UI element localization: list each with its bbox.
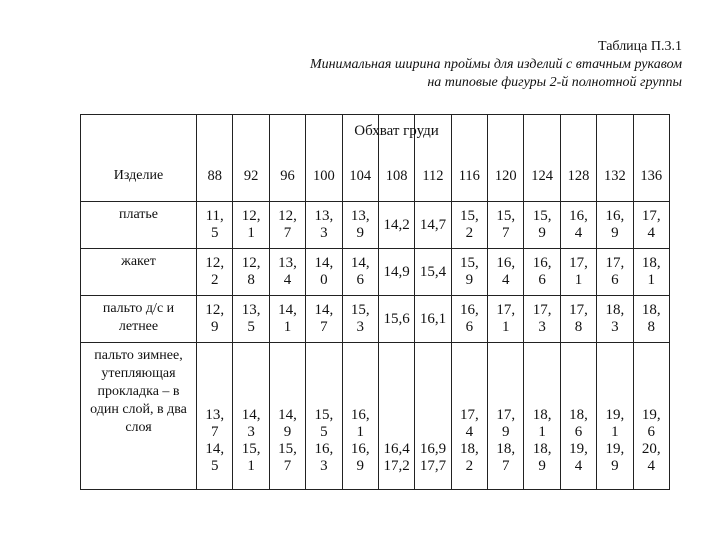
table-number: Таблица П.3.1 [598, 39, 682, 54]
size-header-112 [415, 115, 451, 202]
table-subtitle-line-2: на типовые фигуры 2-й полнотной группы [427, 75, 682, 90]
table-cell: 12, 8 [233, 249, 269, 296]
size-header-116 [451, 115, 487, 202]
table-cell: 19, 6 20, 4 [633, 343, 670, 490]
table-cell: 14, 3 15, 1 [233, 343, 269, 490]
size-value: 124 [531, 168, 553, 184]
item-column-header: Изделие [81, 115, 197, 202]
table-cell: 15, 2 [451, 202, 487, 249]
table-cell: 17, 1 [560, 249, 596, 296]
size-header-136 [633, 115, 670, 202]
table-cell: 15,4 [415, 249, 451, 296]
table-cell: 14, 0 [306, 249, 342, 296]
table-cell: 15, 5 16, 3 [306, 343, 342, 490]
table-cell: 14,7 [415, 202, 451, 249]
size-header-132 [597, 115, 633, 202]
table-cell: 18, 3 [597, 296, 633, 343]
table-cell: 12, 1 [233, 202, 269, 249]
table-cell: 16, 4 [488, 249, 524, 296]
table-row [81, 296, 670, 343]
table-cell: 17, 4 18, 2 [451, 343, 487, 490]
size-value: 128 [567, 168, 590, 184]
table-cell: 13, 3 [306, 202, 342, 249]
table-cell: 16,1 [415, 296, 451, 343]
table-cell: 13, 7 14, 5 [197, 343, 233, 490]
size-value: 132 [603, 168, 626, 184]
table-cell: 15, 7 [488, 202, 524, 249]
table-cell: 16,4 17,2 [378, 343, 414, 490]
table-cell: 15, 3 [342, 296, 378, 343]
size-value: 120 [494, 168, 517, 184]
armhole-width-table [80, 114, 670, 490]
size-value: 136 [640, 168, 663, 184]
table-cell: 17, 6 [597, 249, 633, 296]
size-header-128 [560, 115, 596, 202]
table-cell: 14, 6 [342, 249, 378, 296]
table-cell: 18, 1 [633, 249, 670, 296]
table-cell: 14, 1 [269, 296, 305, 343]
table-row [81, 343, 670, 490]
table-cell: 17, 1 [488, 296, 524, 343]
size-value: 96 [280, 168, 295, 184]
row-item-name: жакет [81, 249, 197, 296]
size-value: 100 [312, 168, 335, 184]
table-caption [310, 38, 682, 92]
table-cell: 16, 4 [560, 202, 596, 249]
table-cell: 15, 9 [524, 202, 560, 249]
row-item-name: пальто зимнее, утепляющая прокладка – в один слой, в два слоя [81, 343, 197, 490]
table-cell: 19, 1 19, 9 [597, 343, 633, 490]
size-header-120 [488, 115, 524, 202]
size-value: 88 [207, 168, 222, 184]
table-cell: 17, 9 18, 7 [488, 343, 524, 490]
table-cell: 14,2 [378, 202, 414, 249]
size-value: 116 [458, 168, 480, 184]
size-header-92 [233, 115, 269, 202]
table-subtitle-line-1: Минимальная ширина проймы для изделий с втачным рукавом [309, 57, 682, 72]
table-cell: 13, 5 [233, 296, 269, 343]
chest-girth-group-header: Обхват груди [354, 123, 439, 139]
size-value: 108 [385, 168, 408, 184]
table-cell: 15,6 [378, 296, 414, 343]
table-cell: 16, 6 [524, 249, 560, 296]
size-value: 92 [243, 168, 259, 184]
table-cell: 15, 9 [451, 249, 487, 296]
table-cell: 18, 1 18, 9 [524, 343, 560, 490]
table-cell: 17, 8 [560, 296, 596, 343]
table-cell: 13, 9 [342, 202, 378, 249]
table-cell: 14, 7 [306, 296, 342, 343]
table-row [81, 249, 670, 296]
table-cell: 16,9 17,7 [415, 343, 451, 490]
table-cell: 14, 9 15, 7 [269, 343, 305, 490]
table-cell: 16, 9 [597, 202, 633, 249]
table-cell: 18, 6 19, 4 [560, 343, 596, 490]
table-cell: 16, 1 16, 9 [342, 343, 378, 490]
table-cell: 13, 4 [269, 249, 305, 296]
size-header-124 [524, 115, 560, 202]
table-cell: 11, 5 [197, 202, 233, 249]
row-item-name: пальто д/с и летнее [81, 296, 197, 343]
size-value: 104 [349, 168, 372, 184]
table-cell: 12, 7 [269, 202, 305, 249]
table-cell: 12, 2 [197, 249, 233, 296]
size-header-88 [197, 115, 233, 202]
table-row [81, 202, 670, 249]
size-header-96 [269, 115, 305, 202]
table-cell: 12, 9 [197, 296, 233, 343]
row-item-name: платье [81, 202, 197, 249]
table-cell: 14,9 [378, 249, 414, 296]
size-value: 112 [422, 168, 444, 184]
table-cell: 17, 4 [633, 202, 670, 249]
table-cell: 17, 3 [524, 296, 560, 343]
size-header-100 [306, 115, 342, 202]
table-cell: 16, 6 [451, 296, 487, 343]
table-cell: 18, 8 [633, 296, 670, 343]
